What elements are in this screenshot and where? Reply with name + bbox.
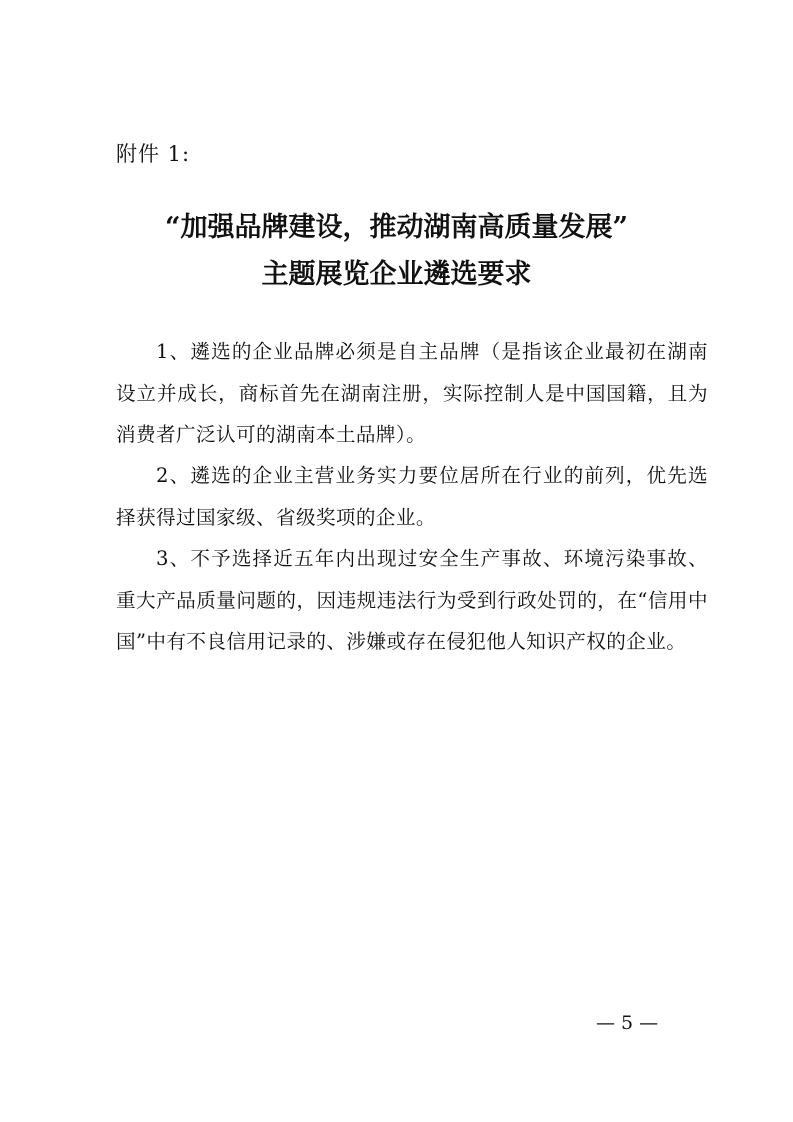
document-title-line2: 主题展览企业遴选要求 — [261, 259, 532, 290]
paragraph-2: 2、遴选的企业主营业务实力要位居所在行业的前列，优先选择获得过国家级、省级奖项的企业。 — [116, 464, 708, 529]
document-title-line1: “加强品牌建设，推动湖南高质量发展” — [164, 212, 629, 243]
paragraph-3: 3、不予选择近五年内出现过安全生产事故、环境污染事故、重大产品质量问题的，因违规违法行为受到行政处罚的，在“信用中国”中有不良信用记录的、涉嫌或存在侵犯他人知识产权的企业。 — [116, 547, 708, 653]
attachment-label: 附件 1: — [116, 142, 191, 166]
paragraph-1: 1、遴选的企业品牌必须是自主品牌（是指该企业最初在湖南设立并成长，商标首先在湖南注册，实际控制人是中国国籍，且为消费者广泛认可的湖南本土品牌）。 — [116, 340, 708, 446]
page-number: — 5 — — [596, 1012, 659, 1034]
